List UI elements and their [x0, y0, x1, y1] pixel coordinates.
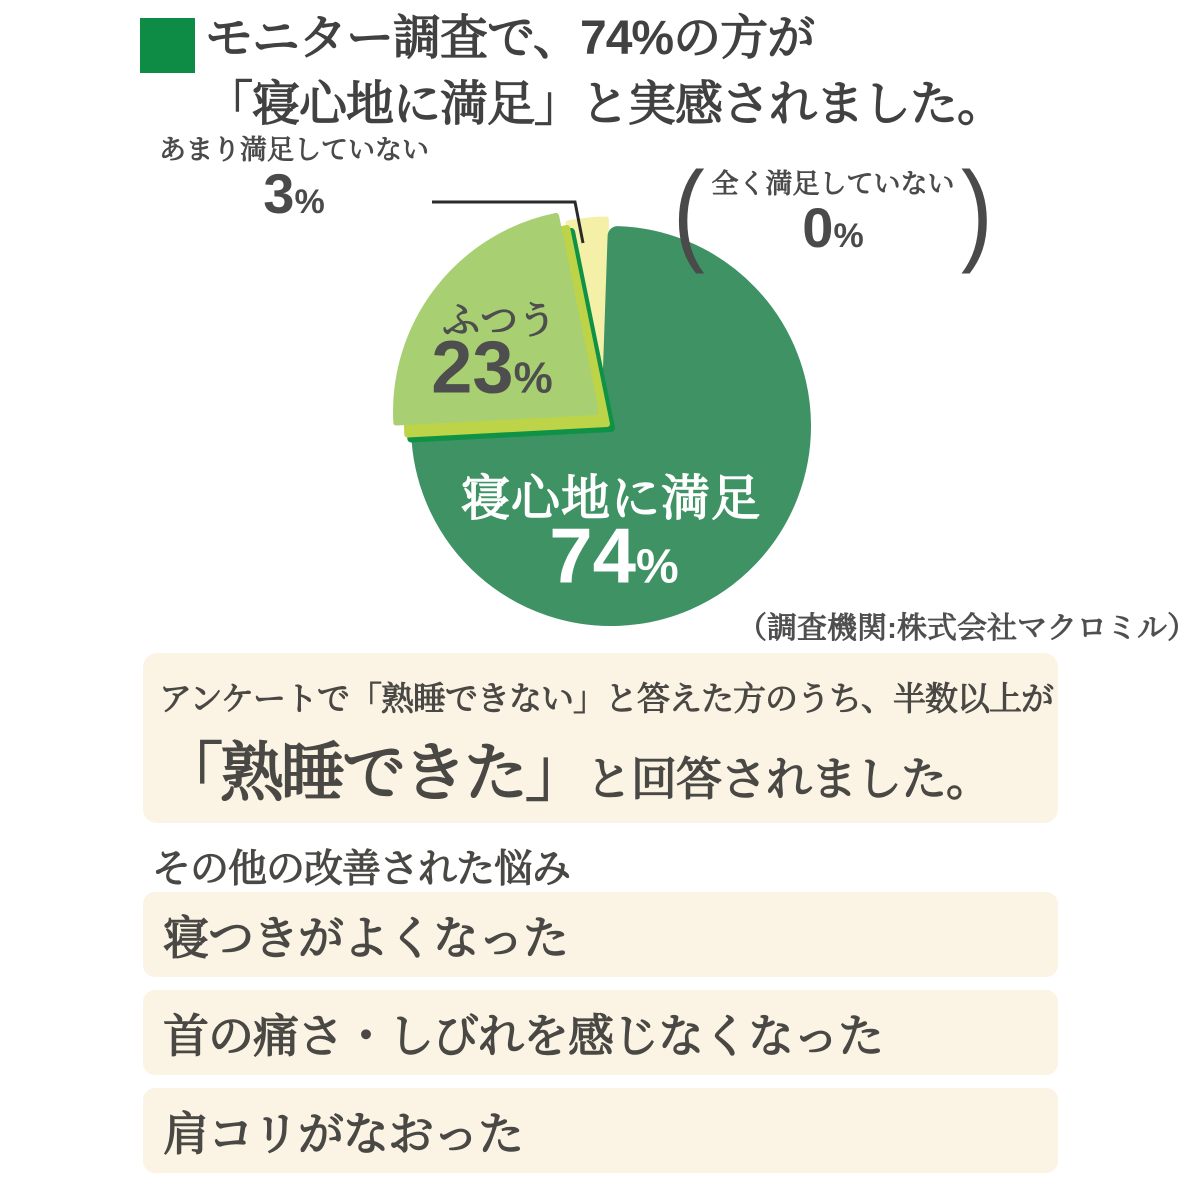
label-none-value: 0 [802, 196, 834, 259]
improvement-item-1 [143, 892, 1058, 977]
paren-close: ) [961, 149, 993, 274]
paren-open: ( [673, 149, 705, 274]
highlight-line-2 [159, 722, 1042, 814]
highlight-box [143, 653, 1058, 823]
label-not-much [159, 134, 429, 225]
label-normal-value-group [431, 325, 553, 409]
label-normal-text: ふつう [441, 300, 557, 343]
label-satisfied-value: 74 [549, 511, 637, 600]
label-none-unit: % [833, 217, 864, 255]
label-normal-unit: % [513, 353, 553, 403]
label-satisfied-text: 寝心地に満足 [460, 472, 762, 526]
improvement-item-2-text: 首の痛さ・しびれを感じなくなった [163, 1009, 883, 1062]
label-not-much-unit: % [294, 183, 325, 221]
improvement-item-2 [143, 990, 1058, 1075]
survey-source-note: （調査機関:株式会社マクロミル） [737, 612, 1197, 645]
title-line-2: 「寝心地に満足」と実感されました。 [205, 78, 1005, 131]
improvement-item-3 [143, 1088, 1058, 1173]
highlight-emphasis: 「熟睡できた」 [159, 737, 586, 809]
label-satisfied-unit: % [636, 540, 679, 594]
label-satisfied-value-group [549, 511, 679, 600]
improvement-item-3-text: 肩コリがなおった [163, 1107, 523, 1160]
highlight-rest: と回答されました。 [586, 753, 991, 805]
highlight-line-1: アンケートで「熟睡できない」と答えた方のうち、半数以上が [159, 680, 1054, 717]
label-none [670, 149, 996, 274]
label-none-text: 全く満足していない [711, 169, 955, 199]
title-line-1: モニター調査で、74%の方が [205, 12, 815, 65]
label-normal-value: 23 [431, 325, 514, 409]
label-not-much-text: あまり満足していない [159, 135, 429, 165]
other-section-heading: その他の改善された悩み [152, 848, 571, 891]
improvement-item-1-text: 寝つきがよくなった [163, 911, 568, 964]
label-not-much-value: 3 [263, 162, 295, 225]
